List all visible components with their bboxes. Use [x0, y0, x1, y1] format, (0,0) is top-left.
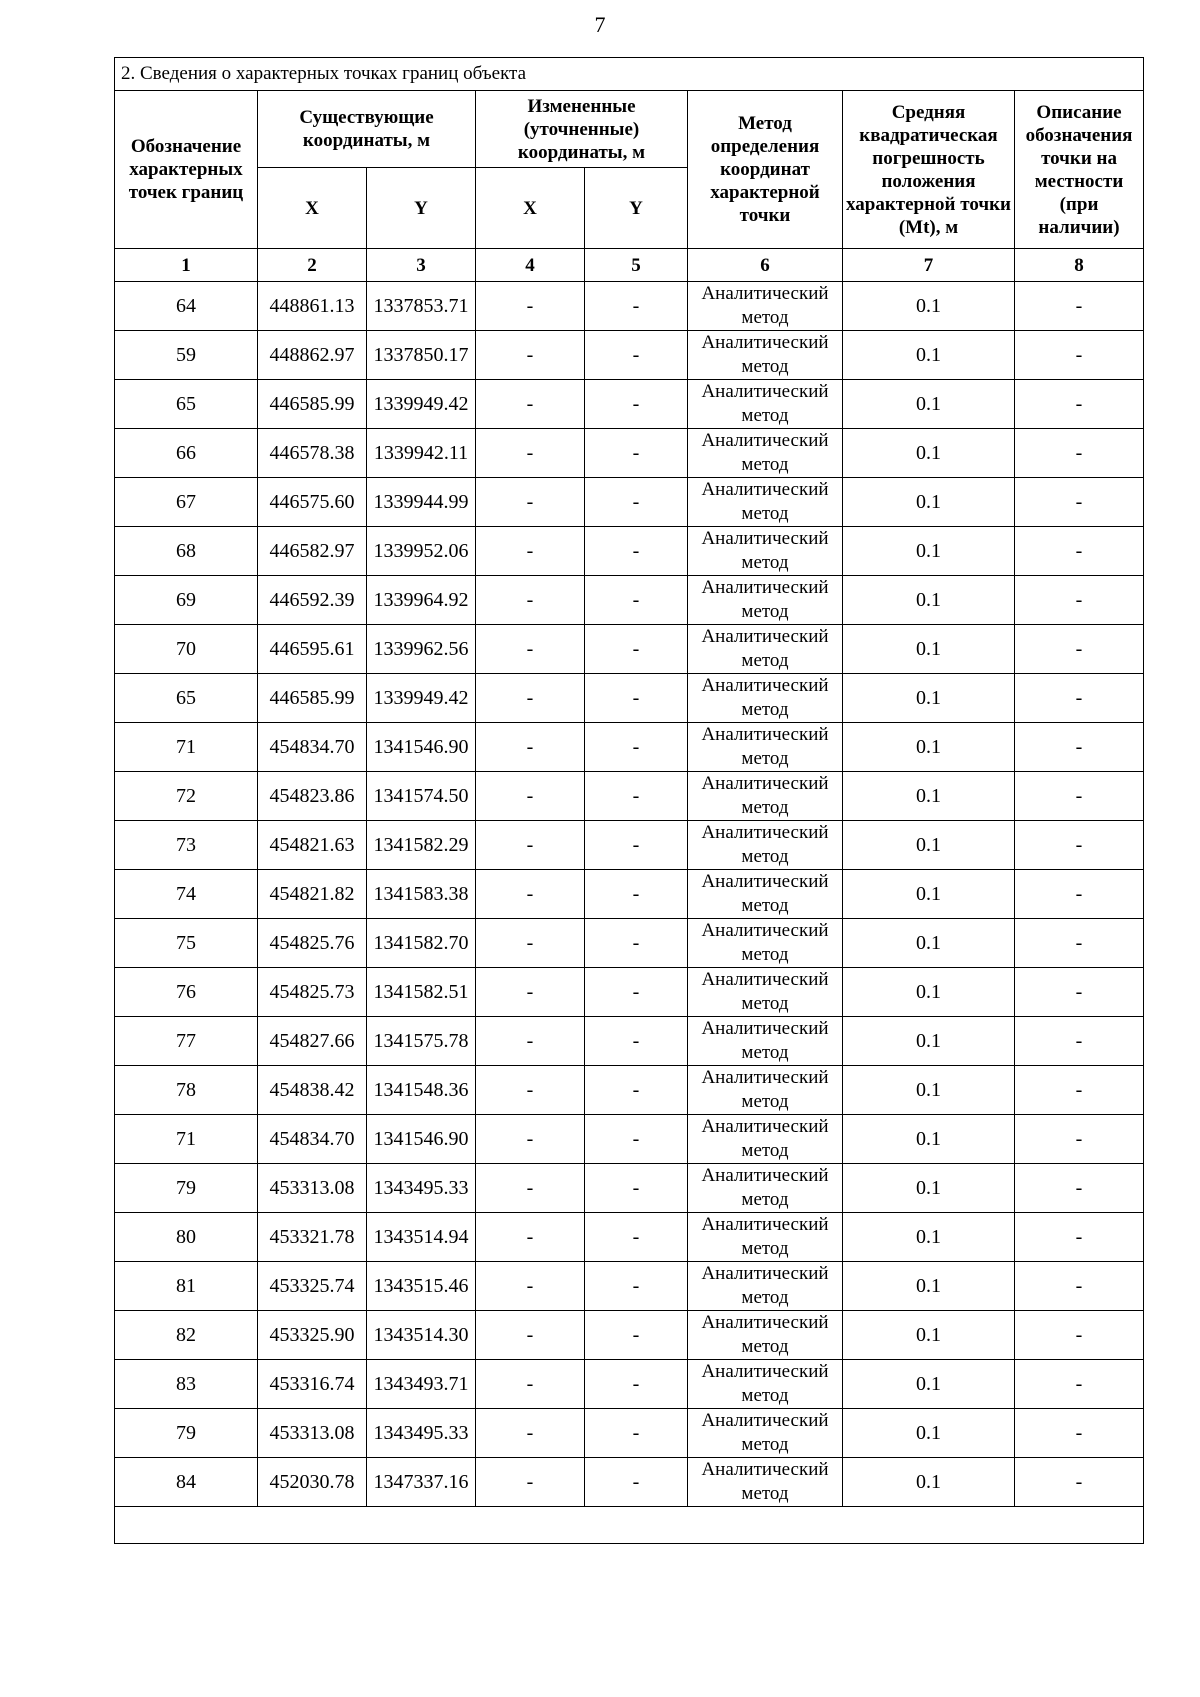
column-number: 1: [115, 249, 258, 282]
table-row: [115, 772, 1144, 821]
cell-changed-y: -: [585, 1458, 688, 1507]
cell-existing-x: 446585.99: [258, 674, 367, 723]
cell-existing-x: 454825.73: [258, 968, 367, 1017]
cell-method: Аналитический метод: [688, 772, 843, 821]
cell-method: Аналитический метод: [688, 1213, 843, 1262]
cell-existing-x: 453313.08: [258, 1409, 367, 1458]
cell-mean-error: 0.1: [843, 821, 1015, 870]
cell-changed-y: -: [585, 282, 688, 331]
cell-description: -: [1015, 919, 1144, 968]
cell-changed-y: -: [585, 331, 688, 380]
cell-changed-y: -: [585, 1066, 688, 1115]
cell-existing-x: 454825.76: [258, 919, 367, 968]
cell-method: Аналитический метод: [688, 1458, 843, 1507]
cell-point-id: 66: [115, 429, 258, 478]
cell-changed-y: -: [585, 1017, 688, 1066]
cell-point-id: 84: [115, 1458, 258, 1507]
cell-existing-y: 1343515.46: [367, 1262, 476, 1311]
cell-existing-y: 1343495.33: [367, 1409, 476, 1458]
cell-changed-y: -: [585, 1311, 688, 1360]
table-empty-row: [115, 1507, 1144, 1544]
cell-existing-x: 453316.74: [258, 1360, 367, 1409]
cell-mean-error: 0.1: [843, 380, 1015, 429]
table-row: [115, 723, 1144, 772]
cell-method: Аналитический метод: [688, 625, 843, 674]
cell-method: Аналитический метод: [688, 380, 843, 429]
cell-description: -: [1015, 821, 1144, 870]
cell-existing-y: 1343514.94: [367, 1213, 476, 1262]
cell-existing-x: 446585.99: [258, 380, 367, 429]
header-changed-y: Y: [585, 168, 688, 249]
cell-description: -: [1015, 870, 1144, 919]
table-row: [115, 1066, 1144, 1115]
cell-changed-x: -: [476, 1311, 585, 1360]
cell-changed-y: -: [585, 919, 688, 968]
cell-mean-error: 0.1: [843, 625, 1015, 674]
cell-existing-y: 1341574.50: [367, 772, 476, 821]
table-row: [115, 1115, 1144, 1164]
cell-changed-x: -: [476, 576, 585, 625]
cell-description: -: [1015, 1164, 1144, 1213]
cell-existing-x: 453321.78: [258, 1213, 367, 1262]
table-row: [115, 1360, 1144, 1409]
table-row: [115, 1164, 1144, 1213]
cell-point-id: 71: [115, 723, 258, 772]
cell-existing-y: 1343493.71: [367, 1360, 476, 1409]
cell-point-id: 79: [115, 1409, 258, 1458]
cell-mean-error: 0.1: [843, 1066, 1015, 1115]
cell-mean-error: 0.1: [843, 1262, 1015, 1311]
cell-method: Аналитический метод: [688, 1066, 843, 1115]
cell-mean-error: 0.1: [843, 1017, 1015, 1066]
cell-method: Аналитический метод: [688, 1115, 843, 1164]
cell-changed-x: -: [476, 1213, 585, 1262]
cell-method: Аналитический метод: [688, 576, 843, 625]
cell-point-id: 65: [115, 380, 258, 429]
cell-changed-x: -: [476, 429, 585, 478]
cell-existing-y: 1341575.78: [367, 1017, 476, 1066]
cell-description: -: [1015, 674, 1144, 723]
cell-existing-y: 1341582.51: [367, 968, 476, 1017]
cell-changed-x: -: [476, 674, 585, 723]
cell-existing-y: 1341582.70: [367, 919, 476, 968]
column-number: 8: [1015, 249, 1144, 282]
header-changed-x: X: [476, 168, 585, 249]
cell-method: Аналитический метод: [688, 968, 843, 1017]
cell-mean-error: 0.1: [843, 674, 1015, 723]
table-row: [115, 870, 1144, 919]
cell-changed-y: -: [585, 1115, 688, 1164]
cell-existing-y: 1341546.90: [367, 1115, 476, 1164]
cell-point-id: 81: [115, 1262, 258, 1311]
cell-description: -: [1015, 527, 1144, 576]
cell-changed-y: -: [585, 380, 688, 429]
header-existing-coordinates: Существующие координаты, м: [258, 91, 476, 168]
cell-existing-y: 1341583.38: [367, 870, 476, 919]
table-row: [115, 282, 1144, 331]
table-row: [115, 527, 1144, 576]
table-row: [115, 821, 1144, 870]
cell-point-id: 71: [115, 1115, 258, 1164]
header-mean-error: Средняя квадратическая погрешность положения характерной точки (Mt), м: [843, 91, 1015, 249]
cell-mean-error: 0.1: [843, 1409, 1015, 1458]
cell-point-id: 59: [115, 331, 258, 380]
table-row: [115, 331, 1144, 380]
cell-method: Аналитический метод: [688, 674, 843, 723]
cell-changed-x: -: [476, 1458, 585, 1507]
page-number: 7: [594, 12, 606, 37]
cell-existing-x: 446582.97: [258, 527, 367, 576]
cell-existing-x: 446575.60: [258, 478, 367, 527]
cell-existing-y: 1341546.90: [367, 723, 476, 772]
header-changed-coordinates: Измененные (уточненные) координаты, м: [476, 91, 688, 168]
cell-changed-y: -: [585, 478, 688, 527]
cell-mean-error: 0.1: [843, 527, 1015, 576]
cell-mean-error: 0.1: [843, 478, 1015, 527]
cell-changed-x: -: [476, 331, 585, 380]
cell-changed-y: -: [585, 968, 688, 1017]
cell-existing-y: 1337850.17: [367, 331, 476, 380]
cell-existing-x: 448862.97: [258, 331, 367, 380]
cell-method: Аналитический метод: [688, 1360, 843, 1409]
cell-point-id: 68: [115, 527, 258, 576]
cell-changed-x: -: [476, 968, 585, 1017]
cell-changed-y: -: [585, 723, 688, 772]
column-number: 2: [258, 249, 367, 282]
cell-changed-y: -: [585, 429, 688, 478]
cell-mean-error: 0.1: [843, 1213, 1015, 1262]
cell-existing-y: 1347337.16: [367, 1458, 476, 1507]
cell-mean-error: 0.1: [843, 1458, 1015, 1507]
cell-changed-y: -: [585, 772, 688, 821]
table-row: [115, 1213, 1144, 1262]
cell-changed-x: -: [476, 821, 585, 870]
cell-mean-error: 0.1: [843, 870, 1015, 919]
cell-existing-y: 1339952.06: [367, 527, 476, 576]
table-row: [115, 1311, 1144, 1360]
cell-description: -: [1015, 1458, 1144, 1507]
cell-changed-x: -: [476, 1066, 585, 1115]
cell-method: Аналитический метод: [688, 821, 843, 870]
cell-mean-error: 0.1: [843, 1115, 1015, 1164]
cell-existing-x: 454834.70: [258, 1115, 367, 1164]
cell-method: Аналитический метод: [688, 1409, 843, 1458]
cell-method: Аналитический метод: [688, 331, 843, 380]
cell-method: Аналитический метод: [688, 1164, 843, 1213]
cell-changed-x: -: [476, 1164, 585, 1213]
cell-description: -: [1015, 625, 1144, 674]
cell-method: Аналитический метод: [688, 723, 843, 772]
cell-description: -: [1015, 1409, 1144, 1458]
cell-changed-y: -: [585, 1262, 688, 1311]
cell-point-id: 80: [115, 1213, 258, 1262]
cell-changed-x: -: [476, 870, 585, 919]
cell-method: Аналитический метод: [688, 282, 843, 331]
cell-mean-error: 0.1: [843, 1360, 1015, 1409]
cell-point-id: 75: [115, 919, 258, 968]
table-row: [115, 1262, 1144, 1311]
cell-changed-y: -: [585, 1409, 688, 1458]
table-row: [115, 429, 1144, 478]
cell-existing-y: 1343495.33: [367, 1164, 476, 1213]
cell-point-id: 73: [115, 821, 258, 870]
cell-existing-y: 1339962.56: [367, 625, 476, 674]
cell-point-id: 82: [115, 1311, 258, 1360]
cell-description: -: [1015, 1360, 1144, 1409]
cell-changed-y: -: [585, 576, 688, 625]
cell-point-id: 83: [115, 1360, 258, 1409]
cell-changed-x: -: [476, 625, 585, 674]
cell-changed-x: -: [476, 1360, 585, 1409]
cell-existing-y: 1337853.71: [367, 282, 476, 331]
cell-description: -: [1015, 429, 1144, 478]
cell-point-id: 77: [115, 1017, 258, 1066]
cell-changed-x: -: [476, 380, 585, 429]
cell-method: Аналитический метод: [688, 1017, 843, 1066]
table-row: [115, 380, 1144, 429]
cell-changed-y: -: [585, 527, 688, 576]
cell-description: -: [1015, 380, 1144, 429]
cell-description: -: [1015, 1311, 1144, 1360]
boundary-points-table: [114, 57, 1144, 1544]
cell-changed-x: -: [476, 772, 585, 821]
cell-existing-x: 454838.42: [258, 1066, 367, 1115]
cell-description: -: [1015, 772, 1144, 821]
cell-description: -: [1015, 723, 1144, 772]
cell-point-id: 79: [115, 1164, 258, 1213]
cell-existing-x: 453313.08: [258, 1164, 367, 1213]
column-number: 7: [843, 249, 1015, 282]
cell-mean-error: 0.1: [843, 1164, 1015, 1213]
table-row: [115, 1458, 1144, 1507]
cell-point-id: 67: [115, 478, 258, 527]
cell-description: -: [1015, 478, 1144, 527]
column-number: 5: [585, 249, 688, 282]
table-row: [115, 478, 1144, 527]
cell-point-id: 65: [115, 674, 258, 723]
cell-existing-x: 454821.63: [258, 821, 367, 870]
cell-changed-y: -: [585, 821, 688, 870]
cell-existing-x: 452030.78: [258, 1458, 367, 1507]
table-row: [115, 625, 1144, 674]
cell-mean-error: 0.1: [843, 282, 1015, 331]
cell-point-id: 70: [115, 625, 258, 674]
cell-existing-x: 446595.61: [258, 625, 367, 674]
table-row: [115, 919, 1144, 968]
cell-mean-error: 0.1: [843, 429, 1015, 478]
table-row: [115, 1409, 1144, 1458]
cell-changed-y: -: [585, 1213, 688, 1262]
cell-point-id: 69: [115, 576, 258, 625]
cell-changed-y: -: [585, 1360, 688, 1409]
cell-existing-x: 454821.82: [258, 870, 367, 919]
header-designation: Обозначение характерных точек границ: [115, 91, 258, 249]
table-row: [115, 968, 1144, 1017]
cell-description: -: [1015, 1262, 1144, 1311]
cell-existing-y: 1343514.30: [367, 1311, 476, 1360]
cell-existing-y: 1341548.36: [367, 1066, 476, 1115]
cell-mean-error: 0.1: [843, 919, 1015, 968]
cell-existing-y: 1339942.11: [367, 429, 476, 478]
cell-method: Аналитический метод: [688, 429, 843, 478]
cell-changed-x: -: [476, 478, 585, 527]
table-row: [115, 674, 1144, 723]
cell-mean-error: 0.1: [843, 331, 1015, 380]
cell-description: -: [1015, 331, 1144, 380]
cell-existing-x: 454827.66: [258, 1017, 367, 1066]
cell-description: -: [1015, 1066, 1144, 1115]
cell-existing-x: 453325.90: [258, 1311, 367, 1360]
cell-existing-x: 448861.13: [258, 282, 367, 331]
cell-changed-x: -: [476, 1115, 585, 1164]
cell-description: -: [1015, 282, 1144, 331]
cell-changed-x: -: [476, 723, 585, 772]
cell-method: Аналитический метод: [688, 527, 843, 576]
cell-point-id: 72: [115, 772, 258, 821]
cell-description: -: [1015, 1115, 1144, 1164]
cell-existing-y: 1339964.92: [367, 576, 476, 625]
cell-description: -: [1015, 1213, 1144, 1262]
cell-existing-y: 1339944.99: [367, 478, 476, 527]
cell-method: Аналитический метод: [688, 919, 843, 968]
header-existing-y: Y: [367, 168, 476, 249]
cell-mean-error: 0.1: [843, 968, 1015, 1017]
cell-changed-x: -: [476, 1409, 585, 1458]
cell-method: Аналитический метод: [688, 1311, 843, 1360]
cell-description: -: [1015, 576, 1144, 625]
cell-changed-x: -: [476, 282, 585, 331]
cell-changed-x: -: [476, 1017, 585, 1066]
column-number: 6: [688, 249, 843, 282]
header-description: Описание обозначения точки на местности (при наличии): [1015, 91, 1144, 249]
cell-method: Аналитический метод: [688, 1262, 843, 1311]
cell-point-id: 74: [115, 870, 258, 919]
cell-existing-x: 446592.39: [258, 576, 367, 625]
column-number: 4: [476, 249, 585, 282]
empty-cell: [115, 1507, 1144, 1544]
cell-description: -: [1015, 1017, 1144, 1066]
cell-existing-y: 1339949.42: [367, 674, 476, 723]
cell-changed-y: -: [585, 1164, 688, 1213]
cell-changed-y: -: [585, 625, 688, 674]
cell-changed-x: -: [476, 919, 585, 968]
cell-existing-y: 1339949.42: [367, 380, 476, 429]
table-row: [115, 576, 1144, 625]
cell-point-id: 76: [115, 968, 258, 1017]
cell-mean-error: 0.1: [843, 576, 1015, 625]
cell-mean-error: 0.1: [843, 772, 1015, 821]
cell-existing-x: 453325.74: [258, 1262, 367, 1311]
cell-method: Аналитический метод: [688, 478, 843, 527]
cell-existing-x: 446578.38: [258, 429, 367, 478]
cell-point-id: 78: [115, 1066, 258, 1115]
cell-changed-y: -: [585, 870, 688, 919]
cell-description: -: [1015, 968, 1144, 1017]
cell-mean-error: 0.1: [843, 723, 1015, 772]
cell-mean-error: 0.1: [843, 1311, 1015, 1360]
cell-point-id: 64: [115, 282, 258, 331]
table-row: [115, 1017, 1144, 1066]
header-method: Метод определения координат характерной точки: [688, 91, 843, 249]
column-number: 3: [367, 249, 476, 282]
cell-existing-x: 454823.86: [258, 772, 367, 821]
cell-changed-x: -: [476, 527, 585, 576]
cell-changed-y: -: [585, 674, 688, 723]
header-existing-x: X: [258, 168, 367, 249]
table-body: [115, 282, 1144, 1544]
section-title: 2. Сведения о характерных точках границ объекта: [115, 58, 1144, 91]
cell-method: Аналитический метод: [688, 870, 843, 919]
cell-existing-x: 454834.70: [258, 723, 367, 772]
cell-changed-x: -: [476, 1262, 585, 1311]
cell-existing-y: 1341582.29: [367, 821, 476, 870]
